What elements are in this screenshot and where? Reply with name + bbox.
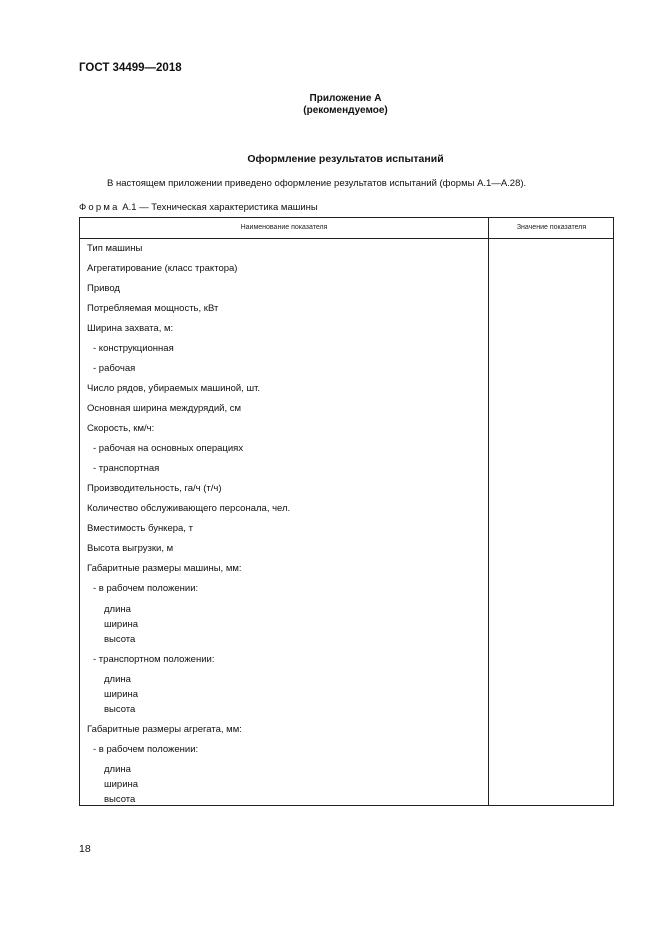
column-header-name: Наименование показателя xyxy=(240,224,328,231)
header-divider xyxy=(80,238,613,239)
table-row: Потребляемая мощность, кВт xyxy=(87,303,219,314)
table-row: Высота выгрузки, м xyxy=(87,543,174,554)
table-row: Скорость, км/ч: xyxy=(87,423,155,434)
table-row: Агрегатирование (класс трактора) xyxy=(87,263,238,274)
table-row: Количество обслуживающего персонала, чел. xyxy=(87,503,291,514)
table-row: Число рядов, убираемых машиной, шт. xyxy=(87,383,261,394)
table-row: - рабочая на основных операциях xyxy=(93,443,244,454)
table-row: длина xyxy=(104,674,131,685)
characteristics-table xyxy=(79,217,614,806)
table-row: ширина xyxy=(104,619,139,630)
form-caption-label: Форма xyxy=(79,202,120,213)
section-title: Оформление результатов испытаний xyxy=(247,153,444,165)
form-caption-text: А.1 — Техническая характеристика машины xyxy=(122,202,318,213)
table-row: длина xyxy=(104,764,131,775)
table-row: Тип машины xyxy=(87,243,143,254)
table-row: Габаритные размеры агрегата, мм: xyxy=(87,724,242,735)
annex-title: Приложение А xyxy=(309,93,382,104)
table-row: высота xyxy=(104,634,136,645)
standard-code: ГОСТ 34499—2018 xyxy=(79,62,182,74)
table-row: - в рабочем положении: xyxy=(93,744,199,755)
table-row: - рабочая xyxy=(93,363,136,374)
page-number: 18 xyxy=(79,843,91,855)
table-row: Производительность, га/ч (т/ч) xyxy=(87,483,222,494)
table-row: - в рабочем положении: xyxy=(93,583,199,594)
table-row: - конструкционная xyxy=(93,343,174,354)
table-row: высота xyxy=(104,794,136,805)
table-row: Привод xyxy=(87,283,120,294)
intro-paragraph: В настоящем приложении приведено оформление результатов испытаний (формы А.1—А.28). xyxy=(107,178,527,189)
table-row: Ширина захвата, м: xyxy=(87,323,174,334)
table-row: Вместимость бункера, т xyxy=(87,523,193,534)
table-row: Габаритные размеры машины, мм: xyxy=(87,563,242,574)
column-divider xyxy=(488,218,489,805)
table-row: высота xyxy=(104,704,136,715)
column-header-value: Значение показателя xyxy=(516,224,587,231)
table-row: ширина xyxy=(104,779,139,790)
table-row: - транспортная xyxy=(93,463,160,474)
form-caption xyxy=(79,202,318,213)
table-row: длина xyxy=(104,604,131,615)
table-row: Основная ширина междурядий, см xyxy=(87,403,242,414)
annex-status: (рекомендуемое) xyxy=(303,105,388,116)
table-row: ширина xyxy=(104,689,139,700)
table-row: - транспортном положении: xyxy=(93,654,215,665)
